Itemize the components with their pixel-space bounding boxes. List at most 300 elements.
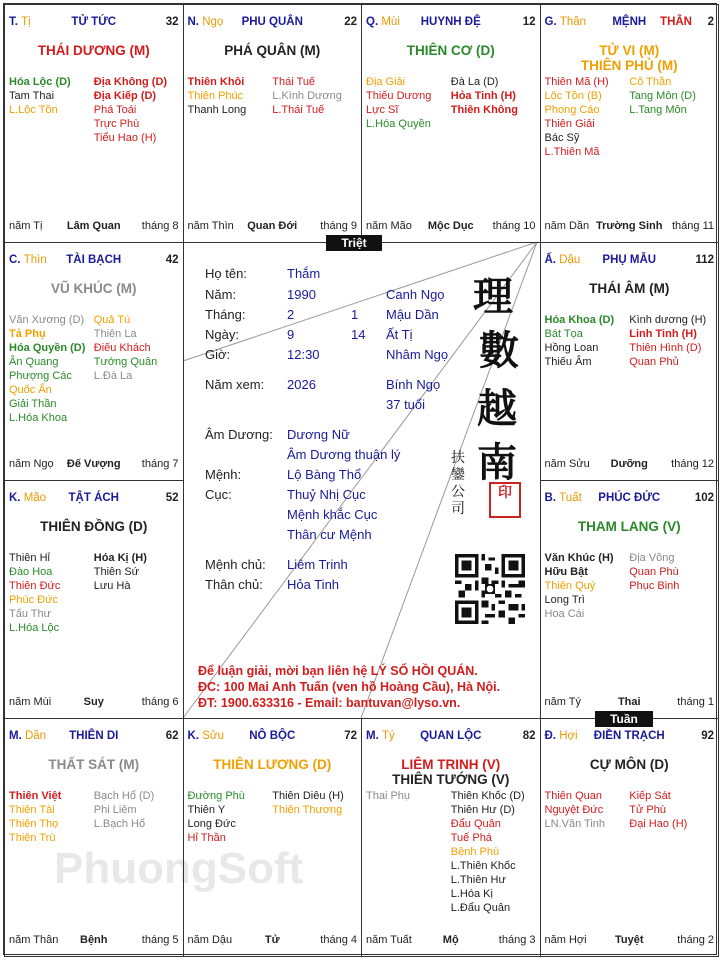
position-branch: K. bbox=[9, 492, 21, 504]
star-item: L.Hóa Khoa bbox=[9, 412, 68, 424]
thang-label: Tháng: bbox=[205, 307, 246, 322]
star-item: L.Kình Dương bbox=[272, 90, 342, 102]
palace-year: năm Mão bbox=[366, 220, 412, 232]
star-item: Đào Hoa bbox=[9, 566, 53, 578]
palace-year: năm Ngọ bbox=[9, 458, 54, 470]
palace-name-text: THIÊN DI bbox=[69, 730, 119, 742]
palace-stage: Trường Sinh bbox=[595, 220, 663, 232]
main-stars bbox=[7, 43, 181, 58]
ngay-value-1: 9 bbox=[287, 327, 295, 342]
palace-stage: Thai bbox=[617, 696, 641, 708]
palace-stage: Bệnh bbox=[80, 934, 108, 946]
palace-name bbox=[188, 730, 358, 742]
palace-number: 102 bbox=[694, 492, 714, 504]
main-stars bbox=[364, 757, 538, 787]
main-star: THIÊN TƯỚNG (V) bbox=[392, 772, 510, 787]
palace-name bbox=[366, 730, 536, 742]
palace-stage: Mộc Dục bbox=[427, 220, 474, 232]
star-item: Hồng Loan bbox=[544, 342, 599, 354]
logo-char-3: 越 bbox=[477, 385, 517, 432]
palace-footer bbox=[188, 934, 358, 948]
star-column-right bbox=[94, 313, 179, 383]
palace-header bbox=[9, 16, 179, 30]
than-marker: THÂN bbox=[660, 16, 692, 28]
palace-stage: Lâm Quan bbox=[66, 220, 121, 232]
palace-name-text: TÀI BẠCH bbox=[66, 254, 122, 266]
menhchu-label: Mệnh chủ: bbox=[205, 557, 266, 572]
palace-header bbox=[545, 254, 715, 268]
position-branch: M. bbox=[9, 730, 22, 742]
star-item: Thiên Quan bbox=[544, 790, 602, 802]
palace-footer bbox=[545, 220, 715, 234]
star-column-left bbox=[9, 551, 94, 635]
ngay-value-2: 14 bbox=[351, 327, 366, 342]
thang-value-2: 1 bbox=[351, 307, 359, 322]
star-item: Thiên Đức bbox=[9, 580, 61, 592]
main-star: PHÁ QUÂN (M) bbox=[224, 43, 321, 58]
thang-value-1: 2 bbox=[287, 307, 295, 322]
star-item: Kình dương (H) bbox=[629, 314, 707, 326]
main-star: THIÊN ĐỒNG (D) bbox=[40, 519, 148, 534]
star-item: LN.Văn Tinh bbox=[544, 818, 606, 830]
star-item: Tuế Phá bbox=[450, 832, 492, 844]
star-item: Hỏa Tinh (H) bbox=[450, 90, 516, 102]
star-column-right bbox=[94, 789, 179, 831]
position-stem: Ngọ bbox=[202, 16, 224, 28]
star-item: Thiên Hỉ bbox=[9, 552, 50, 564]
star-item: Quả Tú bbox=[93, 314, 131, 326]
position-stem: Tị bbox=[21, 16, 31, 28]
palace-name bbox=[366, 16, 536, 28]
palace-month: tháng 12 bbox=[671, 458, 714, 470]
star-item: Đại Hao (H) bbox=[629, 818, 688, 830]
palace-name-text: HUYNH ĐỆ bbox=[420, 16, 481, 28]
menhchu-value: Liêm Trinh bbox=[287, 557, 348, 572]
star-item: Hoa Cái bbox=[544, 608, 585, 620]
main-stars bbox=[364, 43, 538, 58]
position-branch: M. bbox=[366, 730, 379, 742]
palace-month: tháng 4 bbox=[320, 934, 357, 946]
position-stem: Tuất bbox=[559, 492, 582, 504]
star-item: Long Đức bbox=[187, 818, 236, 830]
red-seal-stamp bbox=[489, 482, 521, 518]
palace-name bbox=[9, 16, 179, 28]
palace-year: năm Tị bbox=[9, 220, 43, 232]
logo-char-4: 南 bbox=[477, 439, 517, 486]
ngay-can: Ất Tị bbox=[386, 327, 413, 342]
palace-footer bbox=[366, 934, 536, 948]
palace-year: năm Mùi bbox=[9, 696, 52, 708]
star-item: Trực Phù bbox=[93, 118, 140, 130]
palace-year: năm Thân bbox=[9, 934, 59, 946]
star-item: Hóa Quyền (D) bbox=[9, 342, 86, 354]
star-item: Quan Phù bbox=[629, 566, 679, 578]
ho-ten-label: Họ tên: bbox=[205, 266, 247, 281]
star-item: L.Thiên Hư bbox=[450, 874, 506, 886]
palace-number: 92 bbox=[701, 730, 714, 742]
palace-year: năm Dần bbox=[544, 220, 590, 232]
star-item: Hỉ Thần bbox=[187, 832, 226, 844]
palace-number: 112 bbox=[695, 254, 714, 266]
position-stem: Hợi bbox=[559, 730, 578, 742]
position-branch: Ấ. bbox=[544, 254, 556, 266]
palace-header bbox=[188, 16, 358, 30]
position-stem: Mùi bbox=[381, 16, 400, 28]
star-item: Thiên La bbox=[93, 328, 137, 340]
star-column-left bbox=[366, 75, 451, 131]
star-item: Phục Binh bbox=[629, 580, 680, 592]
star-item: L.Hóa Kị bbox=[450, 888, 493, 900]
palace-footer bbox=[545, 934, 715, 948]
contact-phone-email[interactable]: ĐT: 1900.633316 - Email: bantuvan@lyso.vn. bbox=[198, 696, 461, 710]
palace-header bbox=[9, 492, 179, 506]
palace-cell-suu[interactable] bbox=[183, 718, 363, 957]
main-stars bbox=[186, 757, 360, 772]
star-column-left bbox=[545, 313, 630, 369]
star-item: L.Đà La bbox=[93, 370, 133, 382]
star-item: Thai Phụ bbox=[366, 790, 411, 802]
star-item: Thanh Long bbox=[187, 104, 247, 116]
position-branch: N. bbox=[187, 16, 199, 28]
palace-cell-thin[interactable] bbox=[4, 242, 184, 481]
main-star: THÁI DƯƠNG (M) bbox=[37, 43, 150, 58]
star-item: Đẩu Quân bbox=[450, 818, 501, 830]
star-item: Tiểu Hao (H) bbox=[93, 132, 157, 144]
thang-can: Mậu Dần bbox=[386, 307, 439, 322]
star-column-left bbox=[9, 789, 94, 845]
nam-label: Năm: bbox=[205, 287, 237, 302]
star-column-left bbox=[9, 75, 94, 117]
watermark: PhuongSoft bbox=[54, 844, 304, 893]
palace-name-text: MỆNH bbox=[612, 16, 647, 28]
star-column-left bbox=[366, 789, 451, 803]
star-item: Đà La (D) bbox=[450, 76, 499, 88]
star-item: Thiên Hình (D) bbox=[629, 342, 702, 354]
palace-footer bbox=[9, 934, 179, 948]
star-item: L.Bạch Hổ bbox=[93, 818, 146, 830]
star-item: Thiên Việt bbox=[9, 790, 62, 802]
palace-header bbox=[366, 730, 536, 744]
center-info bbox=[183, 242, 540, 718]
star-column-left bbox=[188, 789, 273, 845]
main-stars bbox=[7, 281, 181, 296]
palace-name bbox=[9, 254, 179, 266]
main-star: THÁI ÂM (M) bbox=[589, 281, 670, 296]
star-item: Giải Thần bbox=[9, 398, 57, 410]
gio-label: Giờ: bbox=[205, 347, 231, 362]
palace-stage: Mộ bbox=[442, 934, 459, 946]
palace-name bbox=[188, 16, 358, 28]
star-item: Tử Phù bbox=[629, 804, 666, 816]
star-item: Thiên Mã (H) bbox=[544, 76, 609, 88]
palace-number: 62 bbox=[165, 730, 179, 742]
star-item: L.Hóa Quyền bbox=[366, 118, 431, 130]
star-item: L.Lộc Tồn bbox=[9, 104, 58, 116]
gio-can: Nhâm Ngọ bbox=[386, 347, 449, 362]
palace-footer bbox=[9, 696, 179, 710]
star-column-right bbox=[94, 551, 179, 593]
palace-cell-ty[interactable] bbox=[361, 718, 541, 957]
star-column-left bbox=[545, 551, 630, 621]
palace-stage: Quan Đới bbox=[247, 220, 298, 232]
triet-tag: Triệt bbox=[326, 235, 382, 251]
position-branch: T. bbox=[9, 16, 18, 28]
star-item: Phá Toái bbox=[93, 104, 137, 116]
menh-value: Lộ Bàng Thổ bbox=[287, 467, 362, 482]
star-item: Thiên Y bbox=[187, 804, 226, 816]
thanchu-label: Thân chủ: bbox=[205, 577, 263, 592]
palace-cell-ti[interactable] bbox=[4, 4, 184, 243]
palace-month: tháng 8 bbox=[141, 220, 179, 232]
palace-name bbox=[9, 730, 179, 742]
palace-cell-than[interactable] bbox=[540, 4, 720, 243]
palace-cell-mui[interactable] bbox=[361, 4, 541, 243]
palace-footer bbox=[545, 696, 715, 710]
company-chars bbox=[451, 450, 471, 518]
star-item: Hữu Bật bbox=[544, 566, 588, 578]
palace-cell-mao[interactable] bbox=[4, 480, 184, 719]
amduong-value-2: Âm Dương thuận lý bbox=[287, 447, 401, 462]
nam-value: 1990 bbox=[287, 287, 316, 302]
star-item: Thiên Giải bbox=[544, 118, 595, 130]
star-item: Đường Phù bbox=[187, 790, 245, 802]
seal-text: 印 bbox=[498, 484, 512, 500]
star-item: L.Thiên Mã bbox=[544, 146, 600, 158]
namxem-value: 2026 bbox=[287, 377, 316, 392]
star-item: Thiên Quý bbox=[544, 580, 596, 592]
tuan-tag: Tuần bbox=[595, 711, 653, 727]
star-item: Bạch Hổ (D) bbox=[93, 790, 155, 802]
palace-stage: Tử bbox=[264, 934, 280, 946]
star-column-left bbox=[545, 789, 630, 831]
star-item: Ân Quang bbox=[9, 356, 59, 368]
star-item: Lưu Hà bbox=[93, 580, 131, 592]
star-item: Thái Tuế bbox=[272, 76, 316, 88]
thanchu-value: Hỏa Tinh bbox=[287, 577, 340, 592]
position-stem: Mão bbox=[23, 492, 47, 504]
star-column-right bbox=[272, 75, 357, 117]
star-item: Thiên Sứ bbox=[93, 566, 140, 578]
star-item: Tấu Thư bbox=[9, 608, 52, 620]
main-stars bbox=[543, 281, 717, 296]
star-item: Tang Môn (D) bbox=[629, 90, 696, 102]
star-item: Bác Sỹ bbox=[544, 132, 580, 144]
palace-name-text: QUAN LỘC bbox=[420, 730, 482, 742]
star-item: Bệnh Phù bbox=[450, 846, 500, 858]
namxem-label: Năm xem: bbox=[205, 377, 265, 392]
cuc-value: Thuỷ Nhị Cục bbox=[287, 487, 366, 502]
ho-ten-value: Thắm bbox=[287, 266, 321, 281]
star-item: Thiên Không bbox=[450, 104, 518, 116]
star-column-right bbox=[629, 313, 714, 369]
palace-year: năm Thìn bbox=[187, 220, 234, 232]
star-item: Điếu Khách bbox=[93, 342, 151, 354]
main-star: THẤT SÁT (M) bbox=[48, 757, 140, 772]
gio-value: 12:30 bbox=[287, 347, 320, 362]
palace-header bbox=[545, 730, 715, 744]
palace-cell-dau[interactable] bbox=[540, 242, 720, 481]
palace-footer bbox=[9, 458, 179, 472]
main-stars bbox=[7, 757, 181, 772]
palace-number: 22 bbox=[344, 16, 357, 28]
palace-name bbox=[545, 254, 715, 266]
star-item: Phúc Đức bbox=[9, 594, 58, 606]
palace-name-text: ĐIỀN TRẠCH bbox=[593, 730, 665, 742]
palace-stage: Suy bbox=[83, 696, 104, 708]
star-item: Thiên Trù bbox=[9, 832, 56, 844]
star-item: Địa Giải bbox=[366, 76, 406, 88]
star-item: Thiên Diêu (H) bbox=[272, 790, 344, 802]
amduong-value: Dương Nữ bbox=[287, 427, 350, 442]
main-stars bbox=[543, 757, 717, 772]
palace-header bbox=[188, 730, 358, 744]
star-item: Phong Cáo bbox=[544, 104, 600, 116]
star-column-right bbox=[94, 75, 179, 145]
palace-header bbox=[366, 16, 536, 30]
palace-cell-hoi[interactable] bbox=[540, 718, 720, 957]
palace-number: 12 bbox=[522, 16, 536, 28]
palace-year: năm Hợi bbox=[544, 934, 587, 946]
palace-cell-dan[interactable] bbox=[4, 718, 184, 957]
position-stem: Dậu bbox=[559, 254, 581, 266]
star-item: Nguyệt Đức bbox=[544, 804, 604, 816]
palace-cell-tuat[interactable] bbox=[540, 480, 720, 719]
star-item: Thiếu Dương bbox=[366, 90, 432, 102]
position-branch: C. bbox=[9, 254, 21, 266]
palace-year: năm Tý bbox=[544, 696, 581, 708]
palace-name-text: NÔ BỘC bbox=[249, 730, 296, 742]
position-branch: Q. bbox=[366, 16, 379, 28]
star-item: Quốc Ấn bbox=[9, 384, 52, 396]
cuc-value-2: Mệnh khắc Cục bbox=[287, 507, 378, 522]
star-item: Hóa Lộc (D) bbox=[9, 76, 71, 88]
nam-can: Canh Ngọ bbox=[386, 287, 445, 302]
logo-char-1: 理 bbox=[473, 273, 513, 320]
palace-number: 42 bbox=[165, 254, 179, 266]
palace-month: tháng 10 bbox=[492, 220, 536, 232]
palace-header bbox=[545, 492, 715, 506]
position-branch: B. bbox=[544, 492, 556, 504]
star-item: Bát Tọa bbox=[544, 328, 583, 340]
star-item: Địa Không (D) bbox=[93, 76, 168, 88]
position-stem: Dần bbox=[24, 730, 47, 742]
main-star: TỬ VI (M) bbox=[599, 43, 660, 58]
star-item: Thiên Tài bbox=[9, 804, 55, 816]
main-star: CỰ MÔN (D) bbox=[589, 757, 669, 772]
tuoi-value: 37 tuổi bbox=[386, 397, 426, 412]
palace-month: tháng 5 bbox=[141, 934, 179, 946]
position-branch: K. bbox=[187, 730, 199, 742]
star-item: Thiên Khốc (D) bbox=[450, 790, 525, 802]
palace-number: 72 bbox=[344, 730, 357, 742]
tuvi-chart bbox=[3, 3, 717, 955]
star-item: Thiên Thương bbox=[272, 804, 343, 816]
star-column-right bbox=[629, 551, 714, 593]
palace-header bbox=[545, 16, 715, 30]
star-column-right bbox=[451, 75, 536, 117]
palace-name-text: PHU QUÂN bbox=[241, 16, 303, 28]
palace-cell-ngo[interactable] bbox=[183, 4, 363, 243]
main-star: THAM LANG (V) bbox=[577, 519, 681, 534]
palace-month: tháng 11 bbox=[671, 220, 714, 232]
star-item: L.Thiên Khốc bbox=[450, 860, 516, 872]
palace-name bbox=[545, 492, 715, 504]
main-star: VŨ KHÚC (M) bbox=[51, 281, 137, 296]
palace-year: năm Sửu bbox=[544, 458, 590, 470]
star-item: L.Tang Môn bbox=[629, 104, 687, 116]
palace-number: 32 bbox=[165, 16, 179, 28]
logo-char-2: 數 bbox=[479, 327, 519, 374]
palace-stage: Dưỡng bbox=[610, 458, 648, 470]
star-item: Cô Thần bbox=[629, 76, 672, 88]
star-item: Tả Phụ bbox=[9, 328, 46, 340]
contact-line-1: Để luận giải, mời bạn liên hệ LÝ SỐ HỒI QUÁN. bbox=[198, 664, 478, 678]
star-item: Kiếp Sát bbox=[629, 790, 671, 802]
palace-name-text: PHÚC ĐỨC bbox=[598, 492, 661, 504]
qr-code-icon[interactable] bbox=[455, 554, 525, 624]
star-item: L.Hóa Lộc bbox=[9, 622, 60, 634]
palace-month: tháng 1 bbox=[677, 696, 714, 708]
company-char-3: 公 bbox=[451, 484, 465, 500]
company-char-4: 司 bbox=[451, 501, 465, 517]
star-item: Phi Liêm bbox=[93, 804, 137, 816]
position-stem: Thân bbox=[559, 16, 587, 28]
star-item: Thiên Khôi bbox=[187, 76, 245, 88]
company-char-1: 扶 bbox=[451, 450, 465, 466]
star-column-left bbox=[9, 313, 94, 425]
palace-number: 52 bbox=[165, 492, 179, 504]
star-item: L.Thái Tuế bbox=[272, 104, 325, 116]
star-column-right bbox=[451, 789, 536, 915]
main-star: THIÊN PHỦ (M) bbox=[580, 58, 678, 73]
star-item: Tam Thai bbox=[9, 90, 55, 102]
palace-header bbox=[9, 730, 179, 744]
position-branch: G. bbox=[544, 16, 557, 28]
main-star: THIÊN LƯƠNG (D) bbox=[213, 757, 332, 772]
palace-month: tháng 9 bbox=[320, 220, 357, 232]
star-item: L.Đẩu Quân bbox=[450, 902, 511, 914]
position-stem: Tý bbox=[381, 730, 395, 742]
star-item: Long Trì bbox=[544, 594, 585, 606]
ngay-label: Ngày: bbox=[205, 327, 239, 342]
star-item: Hóa Kị (H) bbox=[93, 552, 147, 564]
main-stars bbox=[543, 519, 717, 534]
star-item: Thiên Hư (D) bbox=[450, 804, 515, 816]
star-column-right bbox=[272, 789, 357, 817]
palace-footer bbox=[366, 220, 536, 234]
main-stars bbox=[543, 43, 717, 73]
cuc-label: Cục: bbox=[205, 487, 232, 502]
palace-year: năm Dậu bbox=[187, 934, 233, 946]
star-item: Thiếu Âm bbox=[544, 356, 592, 368]
main-star: LIÊM TRINH (V) bbox=[401, 757, 501, 772]
palace-name bbox=[9, 492, 179, 504]
main-stars bbox=[7, 519, 181, 534]
amduong-label: Âm Dương: bbox=[205, 427, 273, 442]
palace-month: tháng 2 bbox=[677, 934, 714, 946]
main-stars bbox=[186, 43, 360, 58]
palace-footer bbox=[545, 458, 715, 472]
cuc-value-3: Thân cư Mệnh bbox=[287, 527, 372, 542]
palace-month: tháng 7 bbox=[141, 458, 179, 470]
star-item: Phượng Các bbox=[9, 370, 72, 382]
palace-month: tháng 6 bbox=[141, 696, 179, 708]
position-stem: Sửu bbox=[202, 730, 224, 742]
star-item: Linh Tinh (H) bbox=[629, 328, 697, 340]
palace-month: tháng 3 bbox=[498, 934, 536, 946]
star-item: Tướng Quân bbox=[93, 356, 158, 368]
star-item: Quan Phủ bbox=[629, 356, 679, 368]
